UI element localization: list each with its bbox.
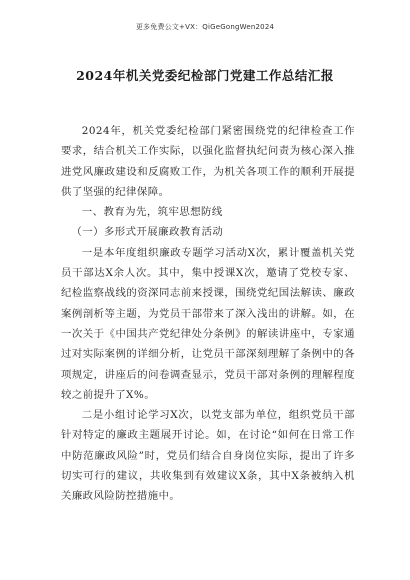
document-body	[61, 121, 355, 507]
document-title: 2024年机关党委纪检部门党建工作总结汇报	[76, 68, 334, 83]
subsection-heading: （一）多形式开展廉政教育活动	[71, 226, 224, 239]
body-paragraph: 二是小组讨论学习X次，以党支部为单位，组织党员干部针对特定的廉政主题展开讨论。如，在讨论“如何在日常工作中防范廉政风险”时，党员们结合自身岗位实际，提出了许多切实可行的建议，共收集到有效建议X条，其中X条被纳入机关廉政风险防控措施中。	[61, 409, 355, 503]
section-heading: 一、教育为先，筑牢思想防线	[81, 206, 223, 219]
intro-paragraph: 2024年，机关党委纪检部门紧密围绕党的纪律检查工作要求，结合机关工作实际，以强化监督执纪问责为核心深入推进党风廉政建设和反腐败工作，为机关各项工作的顺利开展提供了坚强的纪律保障。	[61, 125, 355, 198]
header-note: 更多免费公文+VX：QiGeGongWen2024	[135, 23, 275, 31]
body-paragraph: 一是本年度组织廉政专题学习活动X次，累计覆盖机关党员干部达X余人次。其中，集中授课X次，邀请了党校专家、纪检监察战线的资深同志前来授课，围绕党纪国法解读、廉政案例剖析等主题，为党员干部带来了深入浅出的讲解。如，在一次关于《中国共产党纪律处分条例》的解读讲座中，专家通过对实际案例的详细分析，让党员干部深刻理解了条例中的各项规定，讲座后的问卷调查显示，党员干部对条例的理解程度较之前提升了X%。	[61, 246, 355, 401]
